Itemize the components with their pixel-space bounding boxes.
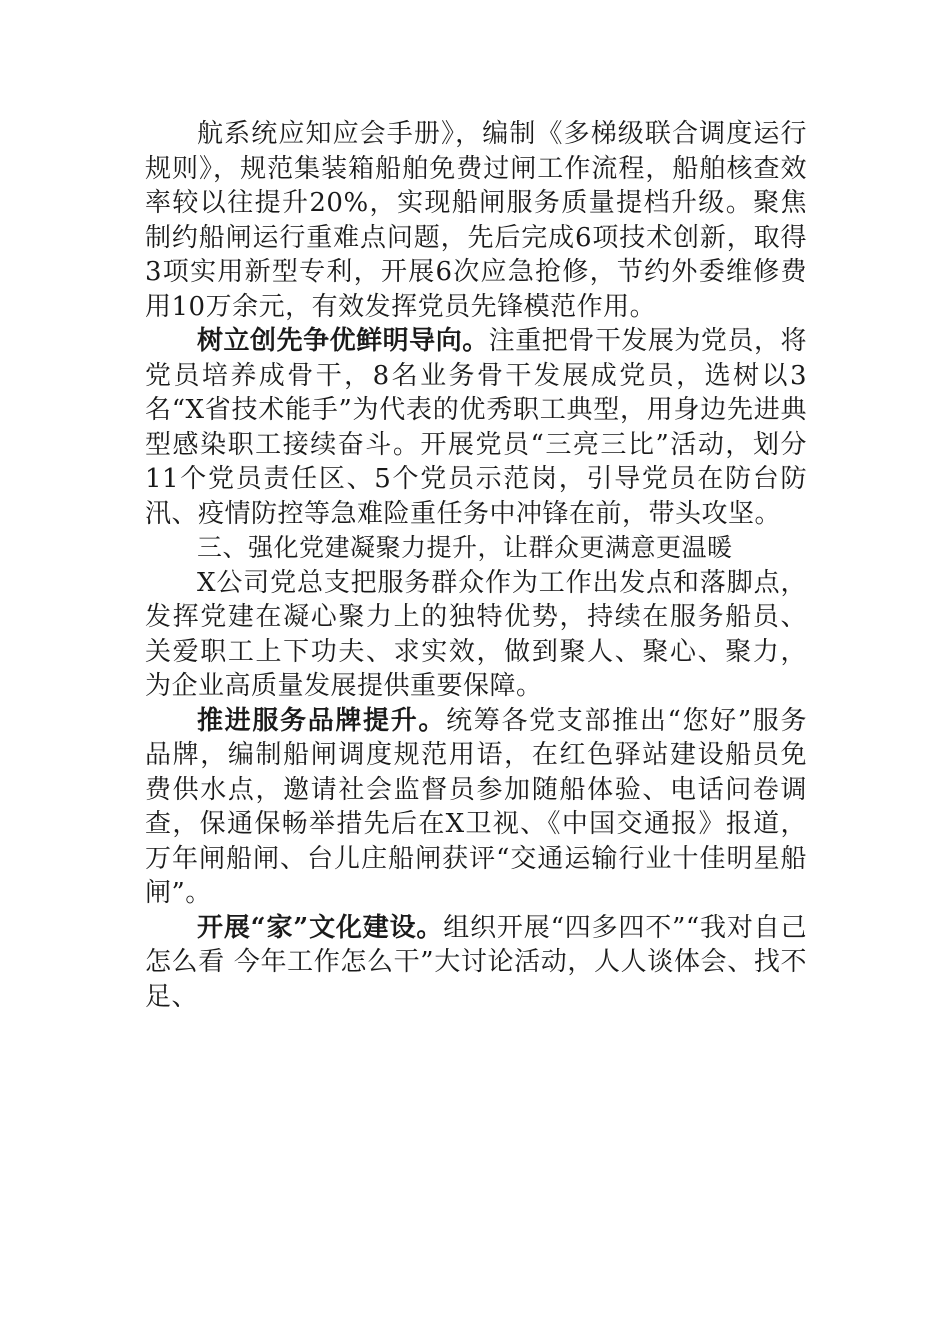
paragraph-text: 统筹各党支部推出“您好”服务品牌，编制船闸调度规范用语，在红色驿站建设船员免费供水点，邀请社会监督员参加随船体验、电话问卷调查，保通保畅举措先后在X卫视、《中国交通报》报道，万年闸船闸、台儿庄船闸获评“交通运输行业十佳明星船闸”。 [145, 705, 807, 908]
paragraph-text: 注重把骨干发展为党员，将党员培养成骨干，8名业务骨干发展成党员，选树以3名“X省技术能手”为代表的优秀职工典型，用身边先进典型感染职工接续奋斗。开展党员“三亮三比”活动，划分11个党员责任区、5个党员示范岗，引导党员在防台防汛、疫情防控等急难险重任务中冲锋在前，带头攻坚。 [145, 326, 807, 529]
paragraph-6 [145, 911, 807, 1015]
paragraph-lead: 推进服务品牌提升。 [197, 705, 447, 736]
paragraph-text: X公司党总支把服务群众作为工作出发点和落脚点，发挥党建在凝心聚力上的独特优势，持续在服务船员、关爱职工上下功夫、求实效，做到聚人、聚心、聚力，为企业高质量发展提供重要保障。 [145, 567, 807, 701]
paragraph-lead: 开展“家”文化建设。 [197, 912, 444, 943]
paragraph-text: 航系统应知应会手册》，编制《多梯级联合调度运行规则》，规范集装箱船舶免费过闸工作流程，船舶核查效率较以往提升20%，实现船闸服务质量提档升级。聚焦制约船闸运行重难点问题，先后完成6项技术创新，取得3项实用新型专利，开展6次应急抢修，节约外委维修费用10万余元，有效发挥党员先锋模范作用。 [145, 119, 807, 322]
section-heading: 三、强化党建凝聚力提升，让群众更满意更温暖 [197, 533, 733, 562]
paragraph-1 [145, 117, 807, 324]
paragraph-text: 组织开展“四多四不”“我对自己怎么看 今年工作怎么干”大讨论活动，人人谈体会、找不足、 [145, 912, 807, 1012]
paragraph-5 [145, 704, 807, 911]
document-body [145, 117, 807, 1014]
paragraph-2 [145, 324, 807, 531]
paragraph-4 [145, 566, 807, 704]
paragraph-lead: 树立创先争优鲜明导向。 [197, 326, 489, 356]
